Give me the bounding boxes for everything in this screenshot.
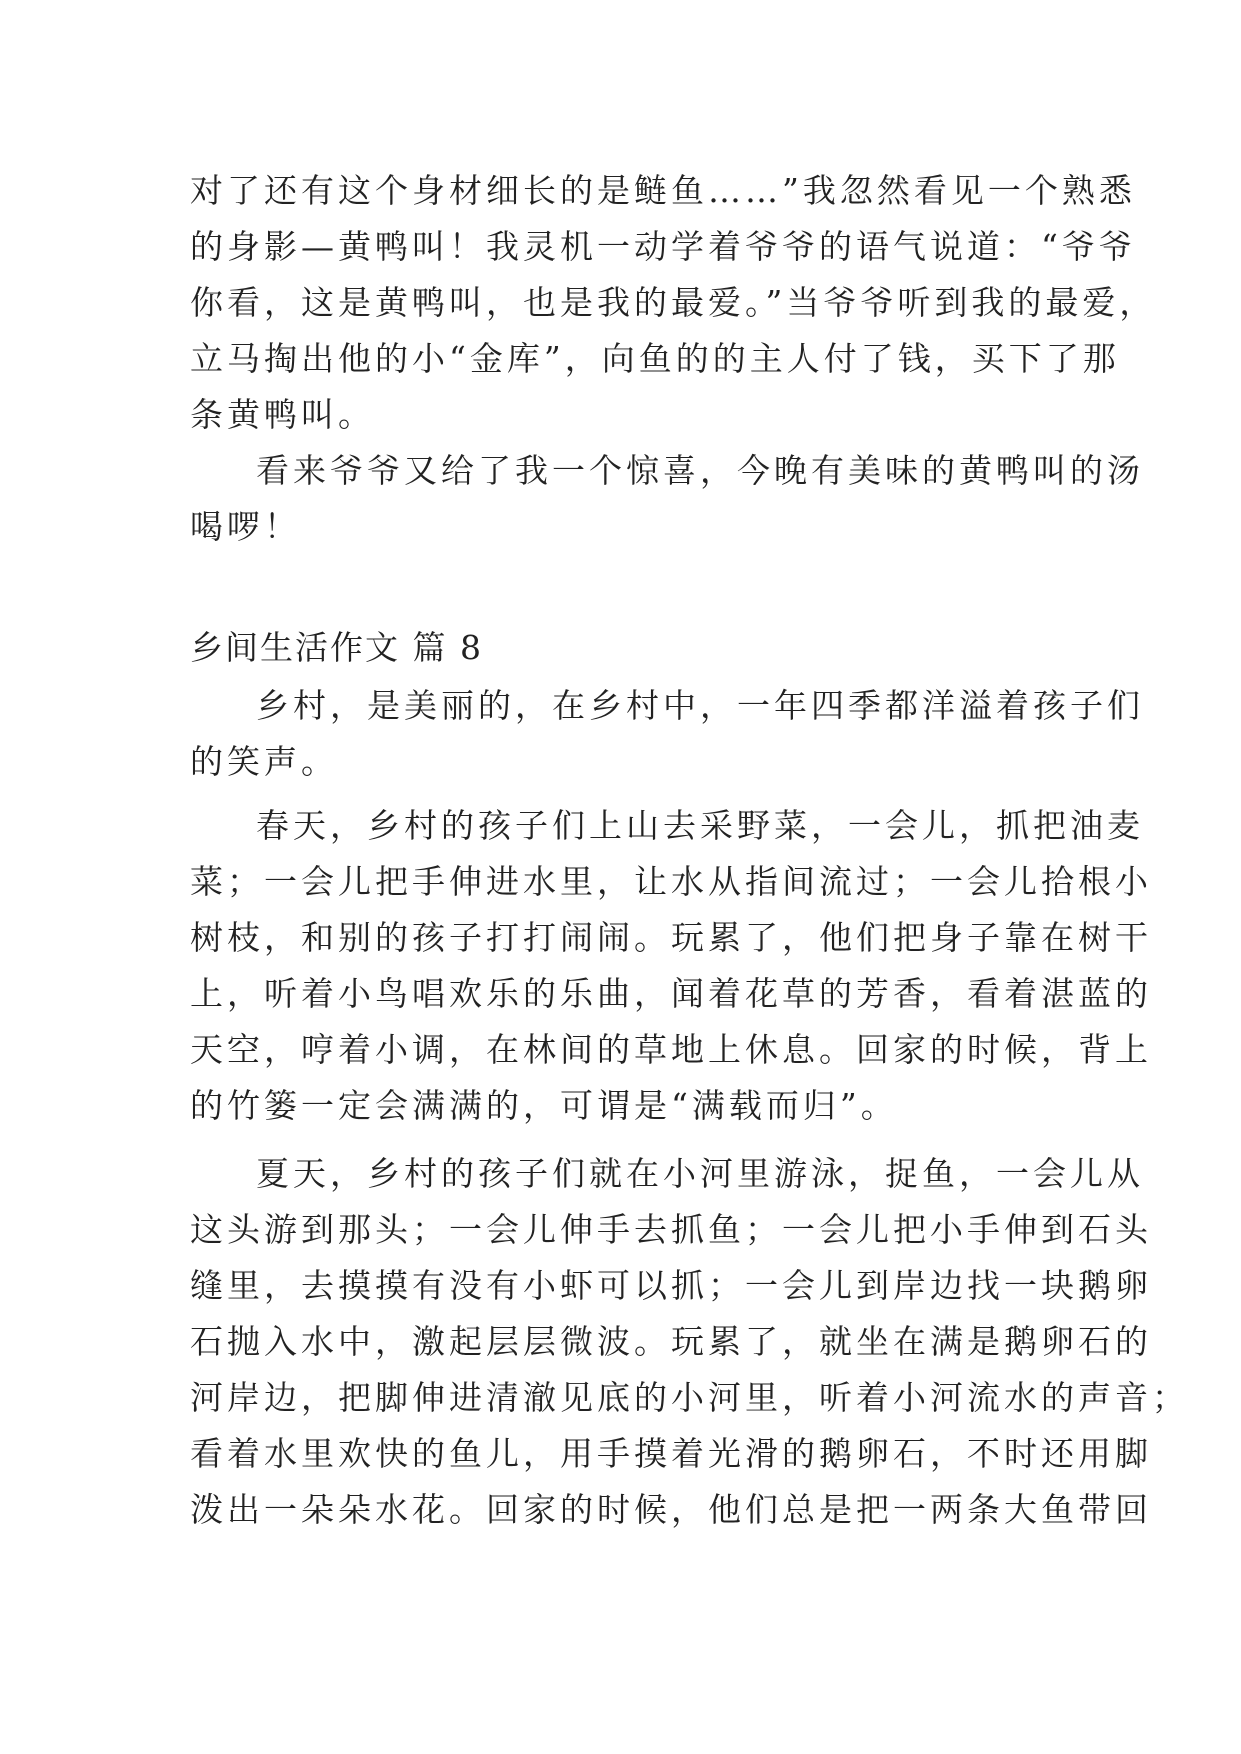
text-line: 石抛入水中，激起层层微波。玩累了，就坐在满是鹅卵石的: [190, 1322, 1152, 1361]
text-line: 夏天，乡村的孩子们就在小河里游泳，捉鱼，一会儿从: [256, 1154, 1144, 1193]
text-line: 菜；一会儿把手伸进水里，让水从指间流过；一会儿拾根小: [190, 862, 1152, 901]
section-title: 乡间生活作文 篇 8: [190, 628, 483, 667]
text-line: 这头游到那头；一会儿伸手去抓鱼；一会儿把小手伸到石头: [190, 1210, 1152, 1249]
text-line: 喝啰！: [190, 507, 301, 546]
text-line: 上，听着小鸟唱欢乐的乐曲，闻着花草的芳香，看着湛蓝的: [190, 974, 1152, 1013]
text-line: 的笑声。: [190, 742, 338, 781]
text-line: 看来爷爷又给了我一个惊喜，今晚有美味的黄鸭叫的汤: [256, 451, 1144, 490]
text-line: 的身影—黄鸭叫！我灵机一动学着爷爷的语气说道：“爷爷: [190, 227, 1136, 266]
text-line: 天空，哼着小调，在林间的草地上休息。回家的时候，背上: [190, 1030, 1152, 1069]
text-line: 缝里，去摸摸有没有小虾可以抓；一会儿到岸边找一块鹅卵: [190, 1266, 1152, 1305]
text-line: 乡村，是美丽的，在乡村中，一年四季都洋溢着孩子们: [256, 686, 1144, 725]
text-line: 树枝，和别的孩子打打闹闹。玩累了，他们把身子靠在树干: [190, 918, 1152, 957]
text-line: 对了还有这个身材细长的是鲢鱼……”我忽然看见一个熟悉: [190, 171, 1136, 210]
text-line: 立马掏出他的小“金库”，向鱼的的主人付了钱，买下了那: [190, 339, 1120, 378]
text-line: 春天，乡村的孩子们上山去采野菜，一会儿，抓把油麦: [256, 806, 1144, 845]
text-line: 泼出一朵朵水花。回家的时候，他们总是把一两条大鱼带回: [190, 1490, 1152, 1529]
text-line: 你看，这是黄鸭叫，也是我的最爱。”当爷爷听到我的最爱，: [190, 283, 1157, 322]
text-line: 河岸边，把脚伸进清澈见底的小河里，听着小河流水的声音；: [190, 1378, 1189, 1417]
text-line: 看着水里欢快的鱼儿，用手摸着光滑的鹅卵石，不时还用脚: [190, 1434, 1152, 1473]
text-line: 条黄鸭叫。: [190, 395, 375, 434]
text-line: 的竹篓一定会满满的，可谓是“满载而归”。: [190, 1086, 898, 1125]
